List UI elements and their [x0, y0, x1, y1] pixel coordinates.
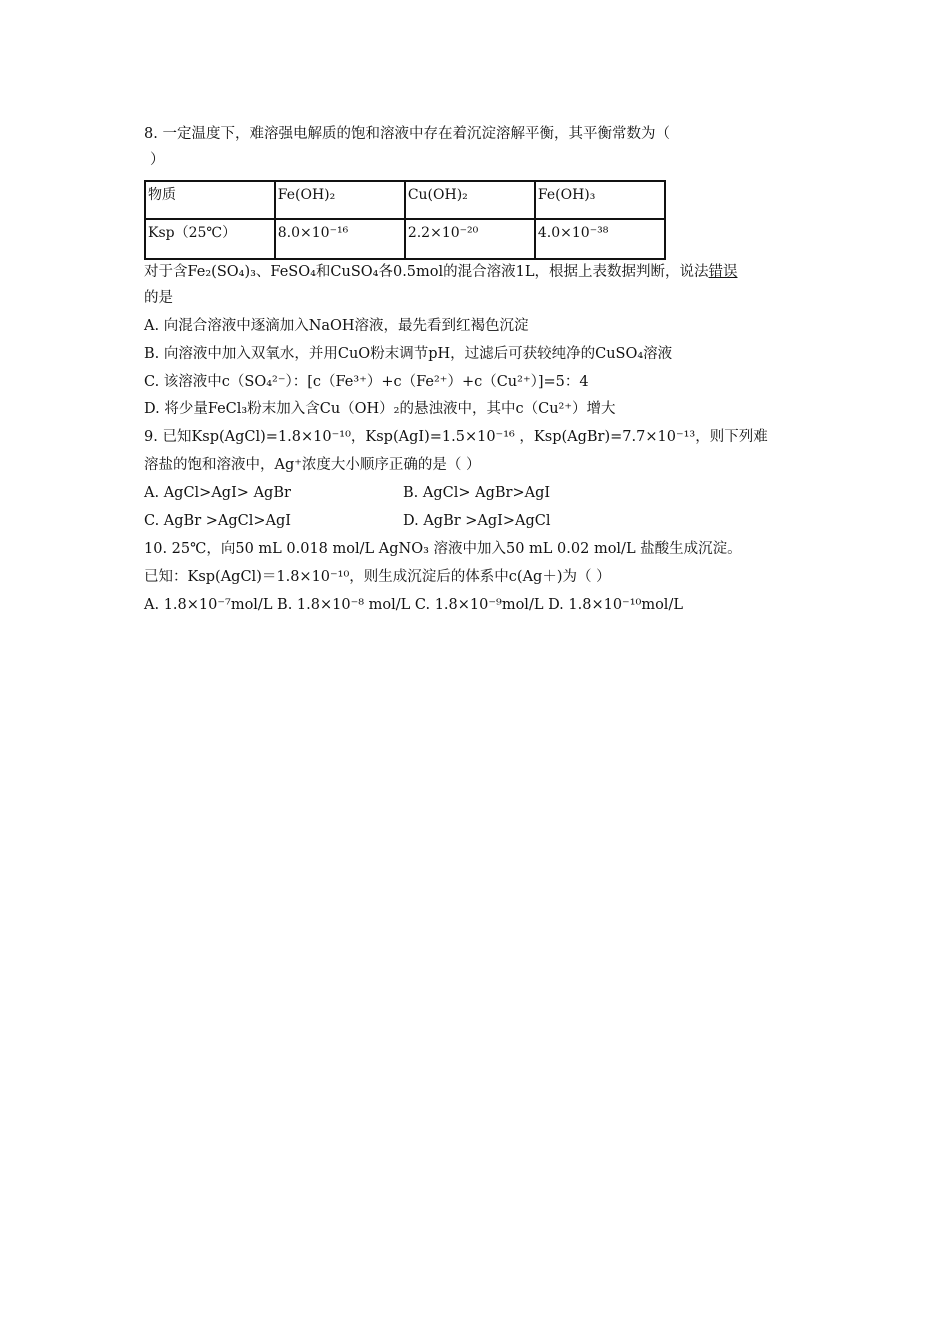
- q8-after-line1: [144, 262, 738, 282]
- q10-options: A. 1.8×10⁻⁷mol/L B. 1.8×10⁻⁸ mol/L C. 1.8×10⁻⁹mol/L D. 1.8×10⁻¹⁰mol/L: [144, 597, 683, 613]
- q9-option-b: B. AgCl> AgBr>AgI: [403, 485, 551, 501]
- q8-after-line2: 的是: [144, 290, 173, 306]
- table-header-cell: 物质: [145, 181, 275, 219]
- q8-option-c: C. 该溶液中c（SO₄²⁻）：[c（Fe³⁺）+c（Fe²⁺）+c（Cu²⁺）]=5：4: [144, 374, 589, 390]
- q9-option-d: D. AgBr >AgI>AgCl: [403, 513, 551, 529]
- q8-after-text: 对于含Fe₂(SO₄)₃、FeSO₄和CuSO₄各0.5mol的混合溶液1L，根据上表数据判断，说法: [144, 264, 709, 280]
- q8-option-b: B. 向溶液中加入双氧水，并用CuO粉末调节pH，过滤后可获较纯净的CuSO₄溶液: [144, 346, 673, 362]
- table-cell: 2.2×10⁻²⁰: [405, 219, 535, 259]
- table-cell: 8.0×10⁻¹⁶: [275, 219, 405, 259]
- table-row-label: Ksp（25℃）: [145, 219, 275, 259]
- table-cell: 4.0×10⁻³⁸: [535, 219, 665, 259]
- q9-stem-line2: 溶盐的饱和溶液中，Ag⁺浓度大小顺序正确的是（ ）: [144, 457, 481, 473]
- q9-option-a: A. AgCl>AgI> AgBr: [144, 485, 291, 501]
- q9-stem-line1: 9. 已知Ksp(AgCl)=1.8×10⁻¹⁰，Ksp(AgI)=1.5×10⁻¹⁶ ，Ksp(AgBr)=7.7×10⁻¹³，则下列难: [144, 429, 768, 445]
- table-row: [145, 219, 665, 259]
- q8-emphasis-text: 错误: [708, 264, 738, 280]
- q9-option-c: C. AgBr >AgCl>AgI: [144, 513, 292, 529]
- q10-stem-line2: 已知：Ksp(AgCl)＝1.8×10⁻¹⁰，则生成沉淀后的体系中c(Ag＋)为（ ）: [144, 569, 611, 585]
- q10-stem-line1: 10. 25℃，向50 mL 0.018 mol/L AgNO₃ 溶液中加入50 mL 0.02 mol/L 盐酸生成沉淀。: [144, 541, 742, 557]
- table-header-cell: Fe(OH)₂: [275, 181, 405, 219]
- ksp-table: [144, 180, 666, 260]
- table-header-row: [145, 181, 665, 219]
- q8-stem-line1: 8. 一定温度下，难溶强电解质的饱和溶液中存在着沉淀溶解平衡，其平衡常数为（: [144, 126, 670, 142]
- q8-option-d: D. 将少量FeCl₃粉末加入含Cu（OH）₂的悬浊液中，其中c（Cu²⁺）增大: [144, 401, 616, 417]
- q8-option-a: A. 向混合溶液中逐滴加入NaOH溶液，最先看到红褐色沉淀: [144, 318, 529, 334]
- table-header-cell: Cu(OH)₂: [405, 181, 535, 219]
- q8-stem-line2: ）: [150, 152, 165, 168]
- table-header-cell: Fe(OH)₃: [535, 181, 665, 219]
